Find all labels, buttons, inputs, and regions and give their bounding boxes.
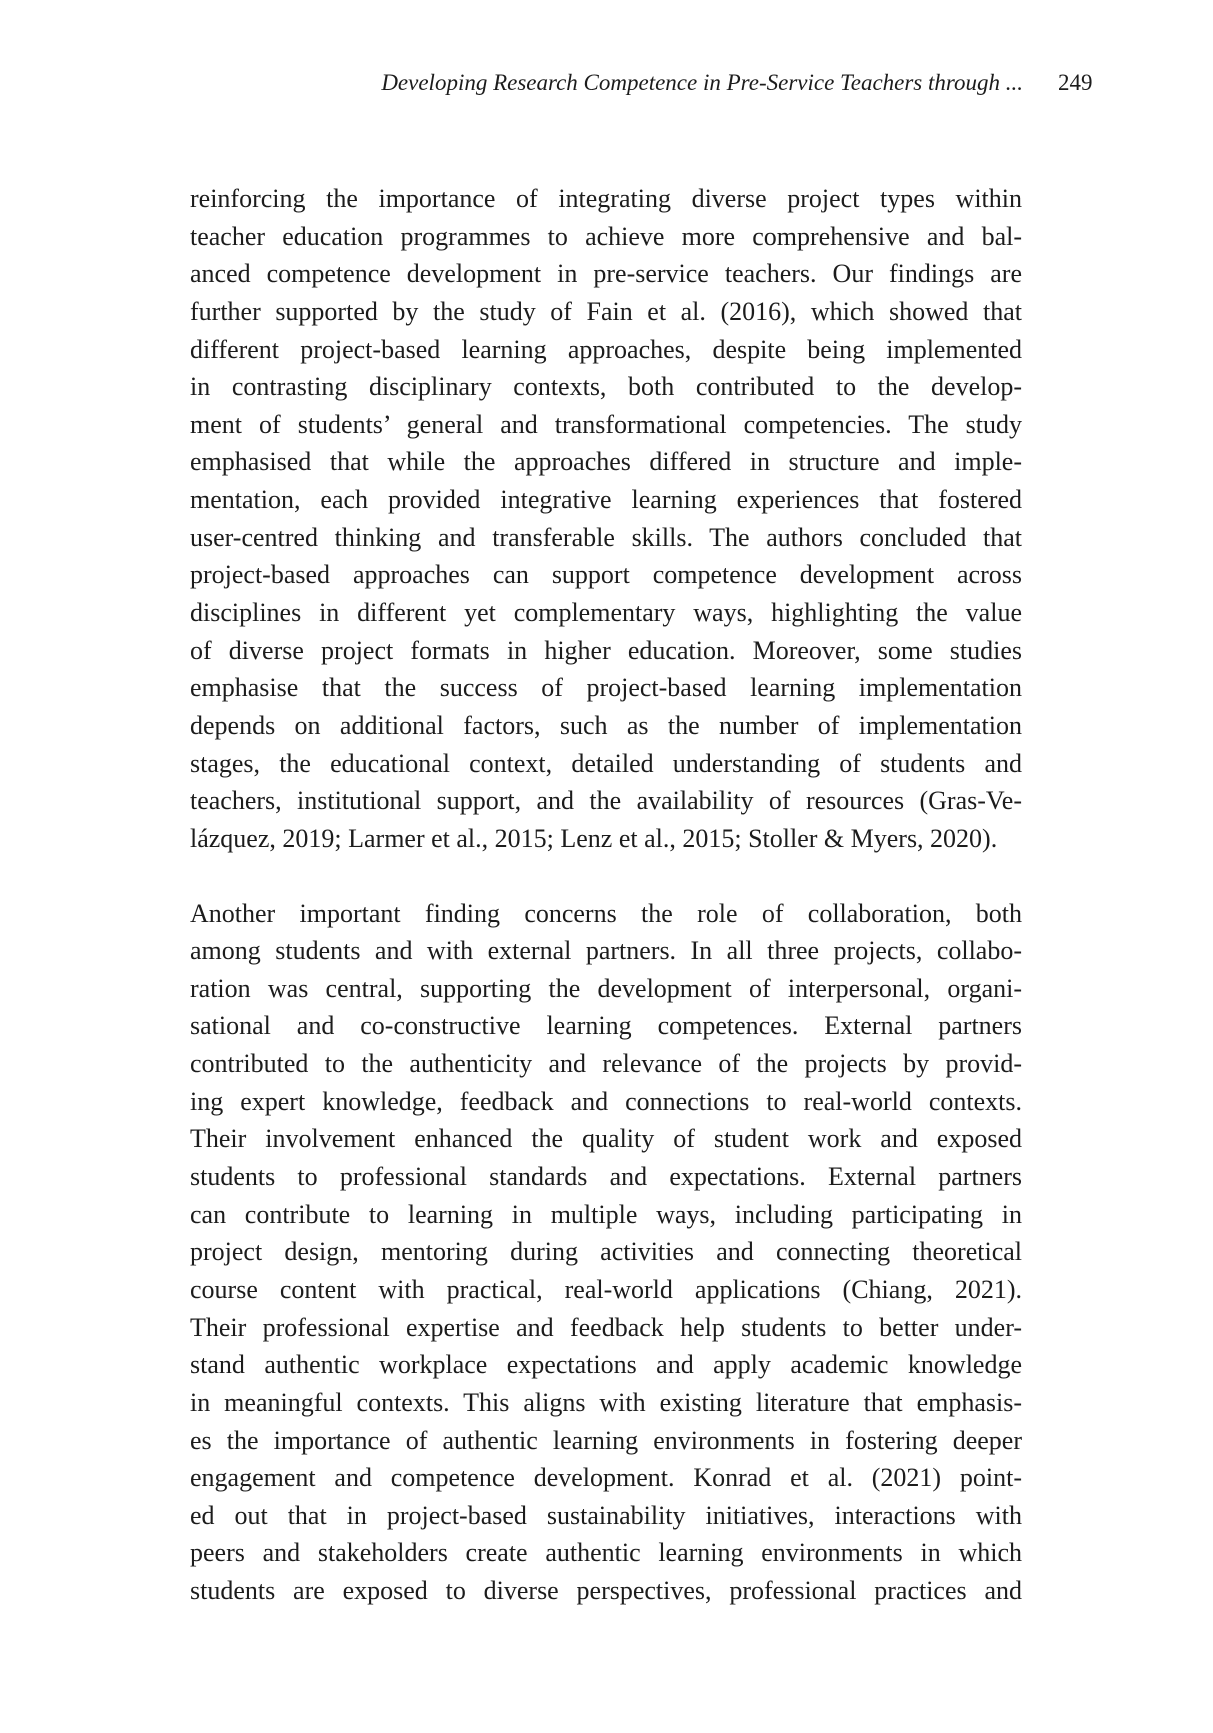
text-line: engagement and competence development. Konrad et al. (2021) point- (190, 1463, 1022, 1493)
text-line: stand authentic workplace expectations and apply academic knowledge (190, 1350, 1022, 1380)
text-line: Their professional expertise and feedback help students to better under- (190, 1312, 1022, 1342)
text-line: lázquez, 2019; Larmer et al., 2015; Lenz et al., 2015; Stoller & Myers, 2020). (190, 823, 998, 853)
paragraph-spacer (190, 858, 1022, 895)
text-line: teachers, institutional support, and the availability of resources (Gras-Ve- (190, 786, 1022, 816)
text-line: can contribute to learning in multiple ways, including participating in (190, 1199, 1022, 1229)
page-number: 249 (1058, 70, 1093, 95)
text-line: among students and with external partners. In all three projects, collabo- (190, 936, 1022, 966)
text-line: stages, the educational context, detailed understanding of students and (190, 748, 1022, 778)
text-line: project design, mentoring during activities and connecting theoretical (190, 1237, 1022, 1267)
text-line: anced competence development in pre-service teachers. Our findings are (190, 259, 1022, 289)
text-line: further supported by the study of Fain et al. (2016), which showed that (190, 296, 1022, 326)
text-line: course content with practical, real-world applications (Chiang, 2021). (190, 1274, 1022, 1304)
text-line: es the importance of authentic learning environments in fostering deeper (190, 1425, 1022, 1455)
text-line: user-centred thinking and transferable skills. The authors concluded that (190, 522, 1022, 552)
text-line: emphasised that while the approaches differed in structure and imple- (190, 447, 1022, 477)
text-line: ing expert knowledge, feedback and connections to real-world contexts. (190, 1086, 1022, 1116)
text-line: students are exposed to diverse perspectives, professional practices and (190, 1576, 1022, 1606)
text-line: project-based approaches can support competence development across (190, 560, 1022, 590)
text-line: ration was central, supporting the development of interpersonal, organi- (190, 973, 1022, 1003)
paragraph-collaboration-context (190, 180, 1022, 858)
text-line: contributed to the authenticity and relevance of the projects by provid- (190, 1049, 1022, 1079)
text-line: sational and co-constructive learning competences. External partners (190, 1011, 1022, 1041)
text-line: Another important finding concerns the role of collaboration, both (190, 898, 1022, 928)
running-title: Developing Research Competence in Pre-Service Teachers through ... (381, 70, 1023, 95)
text-line: Their involvement enhanced the quality of student work and exposed (190, 1124, 1022, 1154)
text-line: peers and stakeholders create authentic learning environments in which (190, 1538, 1022, 1568)
running-header (0, 66, 1213, 106)
text-line: different project-based learning approaches, despite being implemented (190, 334, 1022, 364)
text-line: ed out that in project-based sustainability initiatives, interactions with (190, 1500, 1022, 1530)
text-line: depends on additional factors, such as the number of implementation (190, 710, 1022, 740)
text-line: in meaningful contexts. This aligns with existing literature that emphasis- (190, 1387, 1022, 1417)
text-line: ment of students’ general and transformational competencies. The study (190, 409, 1022, 439)
text-line: in contrasting disciplinary contexts, both contributed to the develop- (190, 372, 1022, 402)
text-line: students to professional standards and expectations. External partners (190, 1162, 1022, 1192)
text-line: mentation, each provided integrative learning experiences that fostered (190, 485, 1022, 515)
text-line: disciplines in different yet complementary ways, highlighting the value (190, 598, 1022, 628)
text-line: of diverse project formats in higher education. Moreover, some studies (190, 635, 1022, 665)
paragraph-external-partners (190, 895, 1022, 1610)
body-text (190, 180, 1022, 1610)
text-line: teacher education programmes to achieve more comprehensive and bal- (190, 221, 1022, 251)
text-line: emphasise that the success of project-based learning implementation (190, 673, 1022, 703)
text-line: reinforcing the importance of integrating diverse project types within (190, 184, 1022, 213)
